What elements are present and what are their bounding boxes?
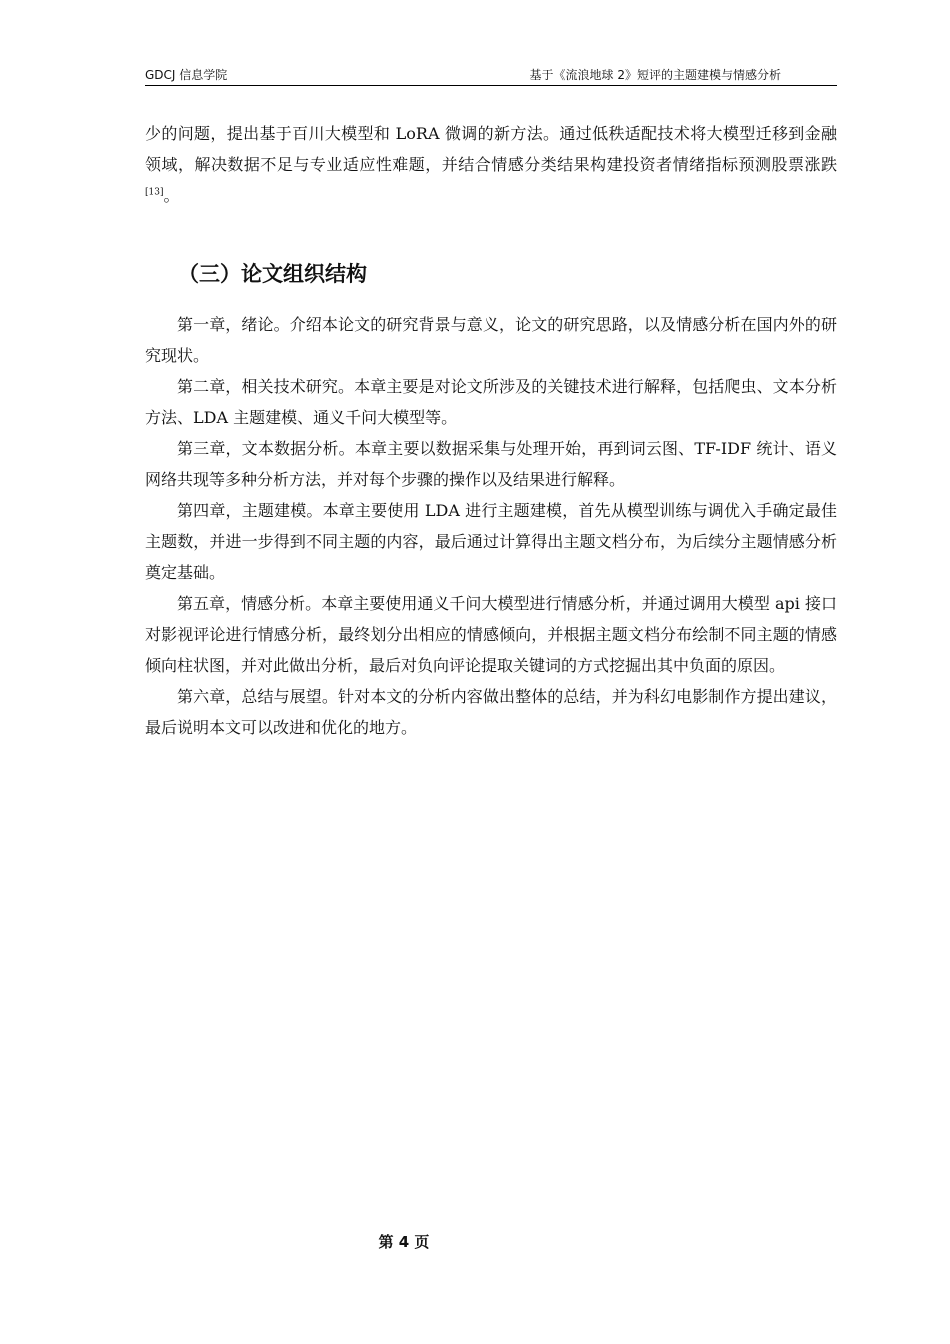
chapter-list	[145, 309, 837, 743]
chapter-1-paragraph: 第一章，绪论。介绍本论文的研究背景与意义，论文的研究思路，以及情感分析在国内外的研究现状。	[145, 315, 837, 365]
intro-text: 少的问题，提出基于百川大模型和 LoRA 微调的新方法。通过低秩适配技术将大模型迁移到金融领域，解决数据不足与专业适应性难题，并结合情感分类结果构建投资者情绪指标预测股票涨跌	[145, 124, 837, 174]
page-header	[145, 66, 837, 86]
chapter-2-paragraph: 第二章，相关技术研究。本章主要是对论文所涉及的关键技术进行解释，包括爬虫、文本分析方法、LDA 主题建模、通义千问大模型等。	[145, 377, 837, 427]
header-paper-title: 基于《流浪地球 2》短评的主题建模与情感分析	[529, 68, 781, 82]
chapter-3-paragraph: 第三章，文本数据分析。本章主要以数据采集与处理开始，再到词云图、TF-IDF 统计、语义网络共现等多种分析方法，并对每个步骤的操作以及结果进行解释。	[145, 439, 837, 489]
intro-end-punctuation: 。	[163, 186, 180, 205]
chapter-4-paragraph: 第四章，主题建模。本章主要使用 LDA 进行主题建模，首先从模型训练与调优入手确定最佳主题数，并进一步得到不同主题的内容，最后通过计算得出主题文档分布，为后续分主题情感分析奠定基础。	[145, 501, 837, 582]
page-number: 第 4 页	[378, 1233, 430, 1251]
intro-paragraph	[145, 118, 837, 211]
citation-reference: [13]	[145, 187, 164, 198]
section-heading: （三）论文组织结构	[178, 262, 367, 286]
header-institution: GDCJ 信息学院	[145, 68, 228, 82]
chapter-6-paragraph: 第六章，总结与展望。针对本文的分析内容做出整体的总结，并为科幻电影制作方提出建议，最后说明本文可以改进和优化的地方。	[145, 687, 837, 737]
chapter-5-paragraph: 第五章，情感分析。本章主要使用通义千问大模型进行情感分析，并通过调用大模型 api 接口对影视评论进行情感分析，最终划分出相应的情感倾向，并根据主题文档分布绘制不同主题的情感倾向柱状图，并对此做出分析，最后对负向评论提取关键词的方式挖掘出其中负面的原因。	[145, 594, 837, 675]
